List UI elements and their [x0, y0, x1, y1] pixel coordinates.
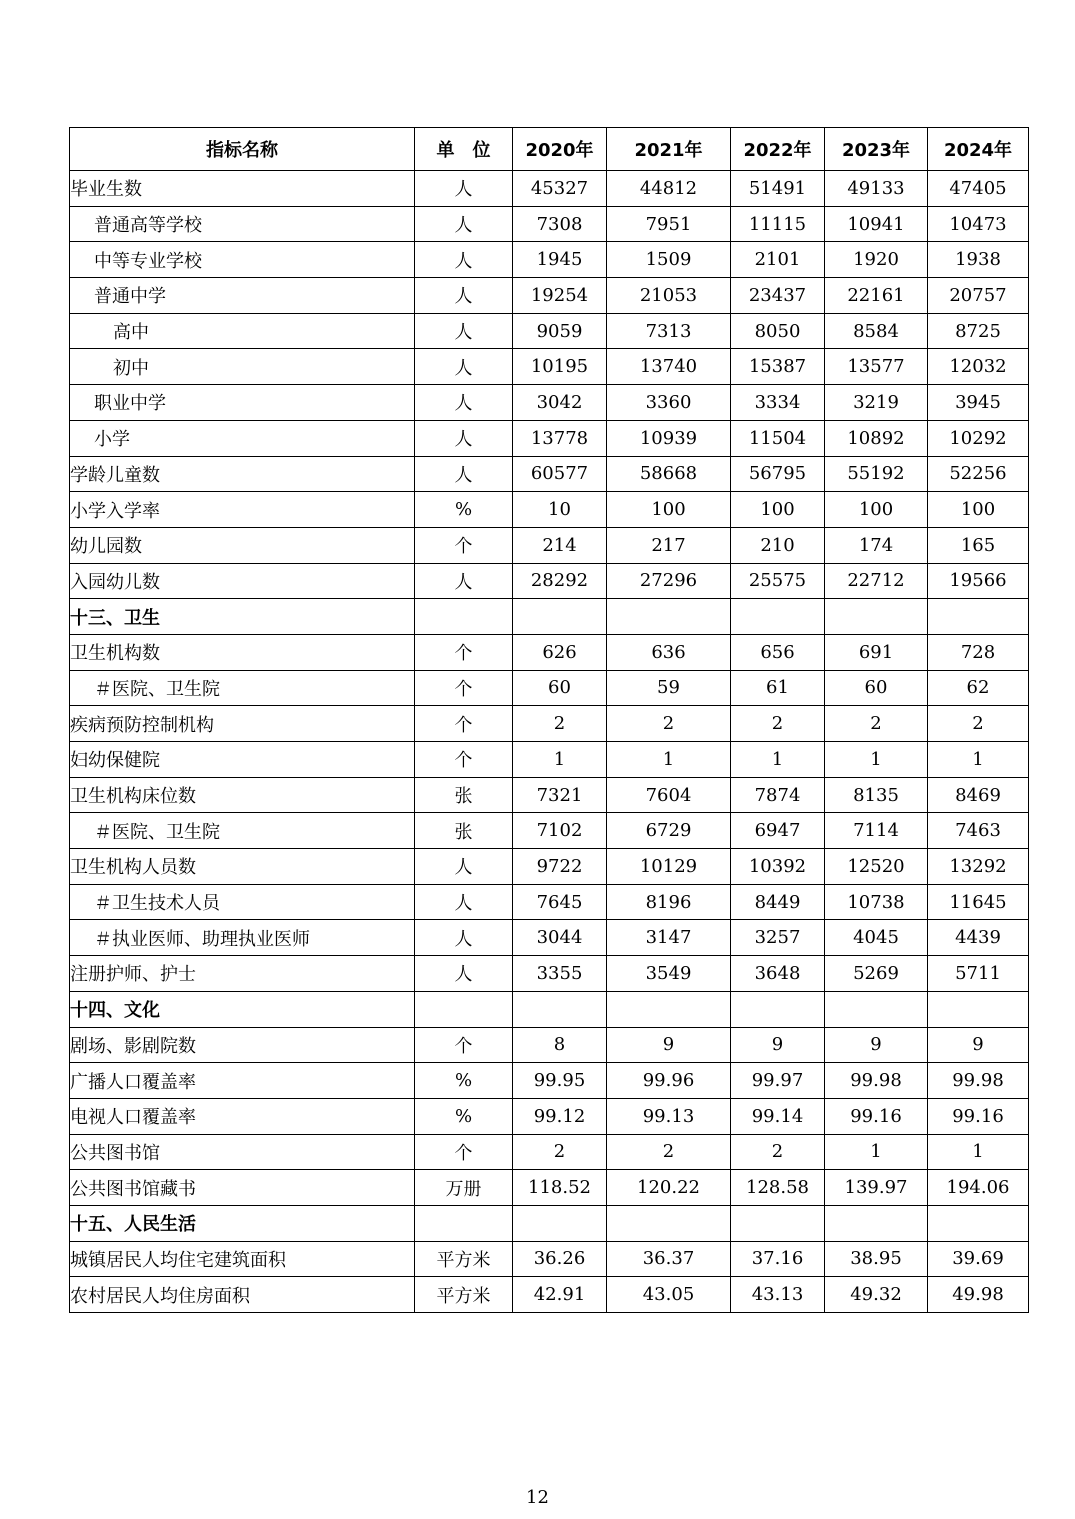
unit-cell: 个 — [415, 706, 513, 742]
value-cell: 3334 — [731, 385, 825, 421]
table-row — [70, 492, 1029, 528]
value-cell: 2 — [731, 706, 825, 742]
value-cell: 10 — [513, 492, 607, 528]
value-cell: 174 — [825, 527, 928, 563]
value-cell: 120.22 — [607, 1170, 731, 1206]
header-cell-2023: 2023年 — [825, 128, 928, 171]
indicator-name: 广播人口覆盖率 — [70, 1063, 415, 1099]
table-row — [70, 456, 1029, 492]
header-cell-unit: 单 位 — [415, 128, 513, 171]
value-cell: 99.12 — [513, 1098, 607, 1134]
indicator-name: ＃医院、卫生院 — [70, 670, 415, 706]
table-row — [70, 956, 1029, 992]
value-cell: 1509 — [607, 242, 731, 278]
indicator-name: 城镇居民人均住宅建筑面积 — [70, 1241, 415, 1277]
value-cell: 27296 — [607, 563, 731, 599]
value-cell: 3044 — [513, 920, 607, 956]
unit-cell: 平方米 — [415, 1241, 513, 1277]
value-cell: 3219 — [825, 385, 928, 421]
value-cell: 626 — [513, 634, 607, 670]
value-cell: 1938 — [928, 242, 1029, 278]
value-cell: 49.32 — [825, 1277, 928, 1313]
value-cell: 3355 — [513, 956, 607, 992]
value-cell: 7308 — [513, 206, 607, 242]
value-cell: 99.95 — [513, 1063, 607, 1099]
value-cell: 52256 — [928, 456, 1029, 492]
value-cell: 128.58 — [731, 1170, 825, 1206]
unit-cell: 人 — [415, 171, 513, 207]
unit-cell: % — [415, 492, 513, 528]
value-cell: 49.98 — [928, 1277, 1029, 1313]
indicator-name: 入园幼儿数 — [70, 563, 415, 599]
value-cell: 99.16 — [825, 1098, 928, 1134]
value-cell: 8725 — [928, 313, 1029, 349]
table-row — [70, 563, 1029, 599]
value-cell: 100 — [825, 492, 928, 528]
value-cell: 10129 — [607, 849, 731, 885]
value-cell: 6729 — [607, 813, 731, 849]
value-cell: 42.91 — [513, 1277, 607, 1313]
table-row — [70, 920, 1029, 956]
value-cell: 1945 — [513, 242, 607, 278]
value-cell: 38.95 — [825, 1241, 928, 1277]
value-cell: 60 — [825, 670, 928, 706]
table-row — [70, 706, 1029, 742]
value-cell: 3549 — [607, 956, 731, 992]
unit-cell: 人 — [415, 920, 513, 956]
value-cell: 37.16 — [731, 1241, 825, 1277]
value-cell: 11504 — [731, 420, 825, 456]
indicator-name: 学龄儿童数 — [70, 456, 415, 492]
value-cell: 5711 — [928, 956, 1029, 992]
value-cell — [607, 1205, 731, 1241]
indicator-name: 剧场、影剧院数 — [70, 1027, 415, 1063]
table-row — [70, 849, 1029, 885]
indicator-name: 卫生机构人员数 — [70, 849, 415, 885]
table-row — [70, 1098, 1029, 1134]
header-cell-name: 指标名称 — [70, 128, 415, 171]
indicator-name: 公共图书馆 — [70, 1134, 415, 1170]
value-cell — [825, 599, 928, 635]
value-cell: 2 — [513, 706, 607, 742]
value-cell: 9 — [928, 1027, 1029, 1063]
value-cell: 8584 — [825, 313, 928, 349]
value-cell: 7951 — [607, 206, 731, 242]
value-cell: 2 — [513, 1134, 607, 1170]
value-cell: 165 — [928, 527, 1029, 563]
value-cell — [928, 599, 1029, 635]
value-cell — [825, 1205, 928, 1241]
value-cell: 3042 — [513, 385, 607, 421]
value-cell: 4439 — [928, 920, 1029, 956]
value-cell: 22712 — [825, 563, 928, 599]
unit-cell: 个 — [415, 1027, 513, 1063]
value-cell: 10392 — [731, 849, 825, 885]
value-cell — [928, 991, 1029, 1027]
table-row — [70, 385, 1029, 421]
value-cell: 99.13 — [607, 1098, 731, 1134]
value-cell: 10292 — [928, 420, 1029, 456]
table-row — [70, 278, 1029, 314]
value-cell: 8196 — [607, 884, 731, 920]
value-cell: 1 — [825, 742, 928, 778]
value-cell: 139.97 — [825, 1170, 928, 1206]
value-cell: 7874 — [731, 777, 825, 813]
value-cell: 28292 — [513, 563, 607, 599]
indicator-name: 中等专业学校 — [70, 242, 415, 278]
table-row — [70, 1063, 1029, 1099]
unit-cell: 张 — [415, 813, 513, 849]
table-row — [70, 1277, 1029, 1313]
unit-cell: 人 — [415, 849, 513, 885]
unit-cell: 人 — [415, 563, 513, 599]
value-cell: 15387 — [731, 349, 825, 385]
unit-cell: 人 — [415, 206, 513, 242]
value-cell: 99.16 — [928, 1098, 1029, 1134]
value-cell — [928, 1205, 1029, 1241]
indicator-name: ＃执业医师、助理执业医师 — [70, 920, 415, 956]
section-title: 十五、人民生活 — [70, 1205, 415, 1241]
value-cell: 60 — [513, 670, 607, 706]
indicator-name: 疾病预防控制机构 — [70, 706, 415, 742]
value-cell: 9722 — [513, 849, 607, 885]
section-title: 十三、卫生 — [70, 599, 415, 635]
value-cell: 58668 — [607, 456, 731, 492]
unit-cell: 人 — [415, 385, 513, 421]
table-row — [70, 813, 1029, 849]
value-cell: 44812 — [607, 171, 731, 207]
indicator-name: 高中 — [70, 313, 415, 349]
value-cell: 2 — [731, 1134, 825, 1170]
table-row — [70, 634, 1029, 670]
value-cell: 3257 — [731, 920, 825, 956]
value-cell: 100 — [731, 492, 825, 528]
unit-cell: 人 — [415, 420, 513, 456]
value-cell: 21053 — [607, 278, 731, 314]
value-cell: 8449 — [731, 884, 825, 920]
value-cell — [731, 991, 825, 1027]
indicator-name: 小学 — [70, 420, 415, 456]
value-cell: 36.37 — [607, 1241, 731, 1277]
value-cell: 20757 — [928, 278, 1029, 314]
indicator-name: 农村居民人均住房面积 — [70, 1277, 415, 1313]
indicator-name: 公共图书馆藏书 — [70, 1170, 415, 1206]
page-number: 12 — [526, 1487, 549, 1508]
value-cell: 210 — [731, 527, 825, 563]
value-cell: 11115 — [731, 206, 825, 242]
value-cell: 99.14 — [731, 1098, 825, 1134]
value-cell: 1 — [731, 742, 825, 778]
value-cell: 100 — [607, 492, 731, 528]
unit-cell: 个 — [415, 742, 513, 778]
unit-cell: 个 — [415, 527, 513, 563]
value-cell — [513, 1205, 607, 1241]
unit-cell: % — [415, 1098, 513, 1134]
value-cell: 7313 — [607, 313, 731, 349]
value-cell: 11645 — [928, 884, 1029, 920]
unit-cell: 人 — [415, 313, 513, 349]
value-cell — [731, 1205, 825, 1241]
value-cell: 49133 — [825, 171, 928, 207]
value-cell: 2 — [607, 1134, 731, 1170]
statistics-table — [69, 127, 1029, 1313]
value-cell: 8 — [513, 1027, 607, 1063]
value-cell: 9 — [731, 1027, 825, 1063]
value-cell: 43.05 — [607, 1277, 731, 1313]
value-cell: 2 — [928, 706, 1029, 742]
indicator-name: 小学入学率 — [70, 492, 415, 528]
value-cell: 55192 — [825, 456, 928, 492]
value-cell — [607, 599, 731, 635]
value-cell: 10195 — [513, 349, 607, 385]
value-cell: 217 — [607, 527, 731, 563]
value-cell: 7645 — [513, 884, 607, 920]
value-cell: 2 — [607, 706, 731, 742]
table-row — [70, 670, 1029, 706]
value-cell: 4045 — [825, 920, 928, 956]
indicator-name: 妇幼保健院 — [70, 742, 415, 778]
unit-cell — [415, 1205, 513, 1241]
table-row — [70, 1241, 1029, 1277]
value-cell: 19566 — [928, 563, 1029, 599]
value-cell: 8469 — [928, 777, 1029, 813]
table-row — [70, 1134, 1029, 1170]
value-cell — [607, 991, 731, 1027]
value-cell: 23437 — [731, 278, 825, 314]
value-cell: 194.06 — [928, 1170, 1029, 1206]
unit-cell: 人 — [415, 278, 513, 314]
unit-cell — [415, 599, 513, 635]
unit-cell: 万册 — [415, 1170, 513, 1206]
value-cell: 25575 — [731, 563, 825, 599]
value-cell: 12032 — [928, 349, 1029, 385]
value-cell: 2 — [825, 706, 928, 742]
indicator-name: 电视人口覆盖率 — [70, 1098, 415, 1134]
value-cell: 7321 — [513, 777, 607, 813]
value-cell: 7102 — [513, 813, 607, 849]
header-cell-2020: 2020年 — [513, 128, 607, 171]
unit-cell: 人 — [415, 456, 513, 492]
section-row — [70, 1205, 1029, 1241]
indicator-name: 毕业生数 — [70, 171, 415, 207]
value-cell: 39.69 — [928, 1241, 1029, 1277]
table-body — [70, 171, 1029, 1313]
value-cell: 99.97 — [731, 1063, 825, 1099]
value-cell: 13778 — [513, 420, 607, 456]
indicator-name: 职业中学 — [70, 385, 415, 421]
indicator-name: 卫生机构数 — [70, 634, 415, 670]
value-cell: 10941 — [825, 206, 928, 242]
table-row — [70, 420, 1029, 456]
table-row — [70, 313, 1029, 349]
header-cell-2024: 2024年 — [928, 128, 1029, 171]
value-cell: 36.26 — [513, 1241, 607, 1277]
unit-cell: 个 — [415, 634, 513, 670]
indicator-name: ＃卫生技术人员 — [70, 884, 415, 920]
value-cell: 118.52 — [513, 1170, 607, 1206]
value-cell: 100 — [928, 492, 1029, 528]
value-cell: 636 — [607, 634, 731, 670]
value-cell: 1 — [825, 1134, 928, 1170]
value-cell: 59 — [607, 670, 731, 706]
value-cell: 1 — [607, 742, 731, 778]
unit-cell: 个 — [415, 670, 513, 706]
unit-cell: % — [415, 1063, 513, 1099]
value-cell: 1 — [513, 742, 607, 778]
value-cell: 9059 — [513, 313, 607, 349]
value-cell: 8050 — [731, 313, 825, 349]
value-cell — [731, 599, 825, 635]
table-row — [70, 742, 1029, 778]
unit-cell — [415, 991, 513, 1027]
header-row — [70, 128, 1029, 171]
value-cell: 8135 — [825, 777, 928, 813]
table-row — [70, 349, 1029, 385]
table-row — [70, 777, 1029, 813]
table-row — [70, 1170, 1029, 1206]
value-cell: 13740 — [607, 349, 731, 385]
value-cell: 60577 — [513, 456, 607, 492]
indicator-name: ＃医院、卫生院 — [70, 813, 415, 849]
value-cell: 214 — [513, 527, 607, 563]
unit-cell: 人 — [415, 956, 513, 992]
value-cell: 1920 — [825, 242, 928, 278]
value-cell: 1 — [928, 742, 1029, 778]
unit-cell: 人 — [415, 884, 513, 920]
value-cell: 10892 — [825, 420, 928, 456]
value-cell: 9 — [607, 1027, 731, 1063]
value-cell: 99.98 — [825, 1063, 928, 1099]
value-cell: 45327 — [513, 171, 607, 207]
indicator-name: 普通高等学校 — [70, 206, 415, 242]
value-cell: 10939 — [607, 420, 731, 456]
value-cell: 99.96 — [607, 1063, 731, 1099]
indicator-name: 幼儿园数 — [70, 527, 415, 563]
indicator-name: 卫生机构床位数 — [70, 777, 415, 813]
value-cell: 6947 — [731, 813, 825, 849]
indicator-name: 普通中学 — [70, 278, 415, 314]
indicator-name: 初中 — [70, 349, 415, 385]
value-cell: 22161 — [825, 278, 928, 314]
header-cell-2022: 2022年 — [731, 128, 825, 171]
section-title: 十四、文化 — [70, 991, 415, 1027]
unit-cell: 张 — [415, 777, 513, 813]
value-cell: 99.98 — [928, 1063, 1029, 1099]
table-row — [70, 242, 1029, 278]
section-row — [70, 599, 1029, 635]
value-cell: 10473 — [928, 206, 1029, 242]
value-cell: 12520 — [825, 849, 928, 885]
value-cell: 51491 — [731, 171, 825, 207]
value-cell: 56795 — [731, 456, 825, 492]
value-cell: 7114 — [825, 813, 928, 849]
indicator-name: 注册护师、护士 — [70, 956, 415, 992]
value-cell: 47405 — [928, 171, 1029, 207]
table-row — [70, 527, 1029, 563]
value-cell: 62 — [928, 670, 1029, 706]
value-cell: 728 — [928, 634, 1029, 670]
value-cell: 19254 — [513, 278, 607, 314]
value-cell — [513, 599, 607, 635]
value-cell: 1 — [928, 1134, 1029, 1170]
unit-cell: 人 — [415, 242, 513, 278]
value-cell: 3945 — [928, 385, 1029, 421]
table-header — [70, 128, 1029, 171]
value-cell: 7463 — [928, 813, 1029, 849]
unit-cell: 人 — [415, 349, 513, 385]
value-cell — [825, 991, 928, 1027]
value-cell: 9 — [825, 1027, 928, 1063]
value-cell: 3147 — [607, 920, 731, 956]
value-cell: 43.13 — [731, 1277, 825, 1313]
table-row — [70, 171, 1029, 207]
section-row — [70, 991, 1029, 1027]
value-cell — [513, 991, 607, 1027]
value-cell: 656 — [731, 634, 825, 670]
table-row — [70, 884, 1029, 920]
value-cell: 7604 — [607, 777, 731, 813]
value-cell: 61 — [731, 670, 825, 706]
value-cell: 691 — [825, 634, 928, 670]
value-cell: 13577 — [825, 349, 928, 385]
value-cell: 13292 — [928, 849, 1029, 885]
unit-cell: 平方米 — [415, 1277, 513, 1313]
value-cell: 10738 — [825, 884, 928, 920]
unit-cell: 个 — [415, 1134, 513, 1170]
table-row — [70, 206, 1029, 242]
value-cell: 5269 — [825, 956, 928, 992]
table-row — [70, 1027, 1029, 1063]
value-cell: 3360 — [607, 385, 731, 421]
value-cell: 2101 — [731, 242, 825, 278]
header-cell-2021: 2021年 — [607, 128, 731, 171]
value-cell: 3648 — [731, 956, 825, 992]
